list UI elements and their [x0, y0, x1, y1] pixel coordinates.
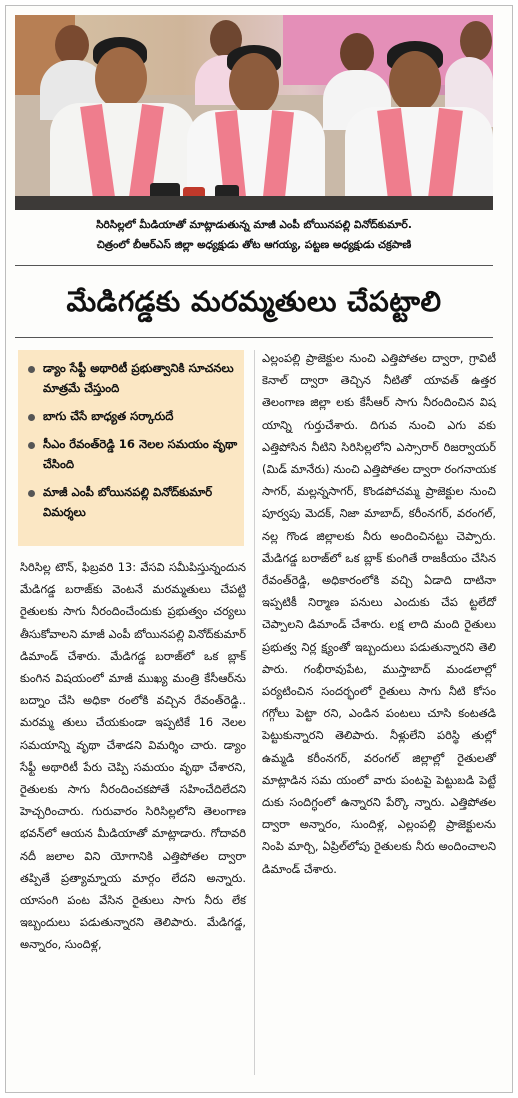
- highlight-text: మాజీ ఎంపీ బోయినపల్లి వినోద్‌కుమార్ విమర్శలు: [43, 485, 213, 519]
- press-table: [15, 196, 493, 210]
- caption-line-1: సిరిసిల్లలో మీడియాతో మాట్లాడుతున్న మాజీ ఎంపీ బోయినపల్లి వినోద్‌కుమార్.: [96, 219, 412, 231]
- highlights-box: [18, 350, 244, 546]
- person-head: [95, 47, 147, 109]
- highlight-item: [28, 406, 238, 426]
- person-head: [340, 33, 374, 73]
- person-head: [229, 53, 279, 115]
- article-column-right: [262, 347, 496, 1077]
- highlight-text: డ్యాం సేఫ్టీ అథారిటీ ప్రభుత్వానికి సూచనలు మాత్రమే చేస్తుంది: [43, 361, 234, 395]
- bullet-icon: [28, 490, 35, 497]
- bullet-icon: [28, 414, 35, 421]
- column-divider: [254, 350, 255, 1075]
- highlight-item: [28, 358, 238, 398]
- article-body-right: ఎల్లంపల్లి ప్రాజెక్టుల నుంచి ఎత్తిపోతల ద్వారా, గ్రావిటీ కెనాల్ ద్వారా తెచ్చిన నీటితో యావత్ ఉత్తర తెలంగాణ జిల్లా లకు కేసీఆర్ సాగు నీరందించిన విష యాన్ని గుర్తుచేశారు. దిగువ నుంచి ఎగు వకు ఎత్తిపోసిన నీటిని సిరిసిల్లలోని ఎస్సారార్ రిజర్వాయర్ (మిడ్ మానేరు) నుంచి ఎత్తిపోతల ద్వారా రంగనాయక సాగర్, మల్లన్నసాగర్, కొండపోచమ్మ ప్రాజెక్టుల నుంచి పూర్వపు మెదక్, నిజా మాబాద్, కరీంనగర్, వరంగల్, నల్ల గొండ జిల్లాలకు నీరు అందించినట్టు చెప్పారు. మేడిగడ్డ బరాజ్‌లో ఒక బ్లాక్ కుంగితే రాజకీయం చేసిన రేవంత్‌రెడ్డి, అధికారంలోకి వచ్చి ఏడాది దాటినా ఇప్పటికీ నిర్మాణ పనులు ఎందుకు చేప ట్టలేదో చెప్పాలని డిమాండ్ చేశారు. లక్ష లాది మంది రైతులు ప్రభుత్వ నిర్ల క్ష్యంతో ఇబ్బందులు పడుతున్నారని తెలి పారు. గంభీరావుపేట, ముస్తాబాద్ మండలాల్లో పర్యటించిన సందర్భంలో రైతులు సాగు నీటి కోసం గగ్గోలు పెట్టా రని, ఎండిన పంటలు చూసి కంటతడి పెట్టుకున్నారని తెలిపారు. నీళ్లులేని పరిస్థి తుల్లో ఉమ్మడి కరీంనగర్, వరంగల్ జిల్లాల్లో రైతులతో మాట్లాడిన సమ యంలో వారు పంటపై పెట్టుబడి పెట్టే దుకు సందిగ్ధంలో ఉన్నారని పేర్కొ న్నారు. ఎత్తిపోతల ద్వారా అన్నారం, సుందిళ్ల, ఎల్లంపల్లి ప్రాజెక్టులను నింపి మార్చి, ఏప్రిల్‌లోపు రైతులకు నీరు అందించాలని డిమాండ్ చేశారు.: [262, 351, 496, 876]
- person-head: [389, 51, 441, 113]
- person-shirt: [187, 110, 325, 210]
- caption-line-2: చిత్రంలో బీఆర్ఎస్ జిల్లా అధ్యక్షుడు తోట ఆగయ్య, పట్టణ అధ్యక్షుడు చక్రపాణి: [96, 239, 412, 251]
- photo-caption: [15, 210, 493, 260]
- article-column-left: [20, 556, 246, 1076]
- highlight-item: [28, 482, 238, 522]
- bullet-icon: [28, 442, 35, 449]
- highlight-item: [28, 434, 238, 474]
- highlight-text: బాగు చేసే బాధ్యత సర్కారుదే: [43, 409, 174, 423]
- person-shirt: [345, 107, 493, 210]
- person-head: [55, 25, 89, 65]
- headline-rule-top: [15, 265, 493, 266]
- headline-rule-bottom: [15, 337, 493, 338]
- person-head: [460, 21, 492, 61]
- news-photo: [15, 15, 493, 210]
- highlight-text: సీఎం రేవంత్‌రెడ్డి 16 నెలల సమయం వృథా చేసింది: [43, 437, 238, 471]
- headline: మేడిగడ్డకు మరమ్మతులు చేపట్టాలి: [66, 285, 442, 318]
- article-body-left: సిరిసిల్ల టౌన్, ఫిబ్రవరి 13: వేసవి సమీపిస్తున్నందున మేడిగడ్డ బరాజ్‌కు వెంటనే మరమ్మతులు చేపట్టి రైతులకు సాగు నీరందించేందుకు ప్రభుత్వం చర్యలు తీసుకోవాలని మాజీ ఎంపీ బోయినపల్లి వినోద్‌కుమార్ డిమాండ్ చేశారు. మేడిగడ్డ బరాజ్‌లో ఒక బ్లాక్ కుంగిన విషయంలో మాజీ ముఖ్య మంత్రి కేసీఆర్‌ను బద్నాం చేసి అధికా రంలోకి వచ్చిన రేవంత్‌రెడ్డి.. మరమ్మ తులు చేయకుండా ఇప్పటికే 16 నెలల సమయాన్ని వృథా చేశాడని విమర్శిం చారు. డ్యాం సేఫ్టీ అథారిటీ పేరు చెప్పి సమయం వృథా చేశారని, రైతులకు సాగు నీరందించకపోతే సహించేదిలేదని హెచ్చరించారు. గురువారం సిరిసిల్లలోని తెలంగాణ భవన్‌లో ఆయన మీడియాతో మాట్లాడారు. గోదావరి నదీ జలాల విని యోగానికి ఎత్తిపోతల ద్వారా తప్పితే ప్రత్యామ్నాయ మార్గం లేదని అన్నారు. యాసంగి పంట వేసిన రైతులు సాగు నీరు లేక ఇబ్బందులు పడుతున్నారని తెలిపారు. మేడిగడ్డ, అన్నారం, సుందిళ్ల,: [20, 560, 246, 952]
- bullet-icon: [28, 366, 35, 373]
